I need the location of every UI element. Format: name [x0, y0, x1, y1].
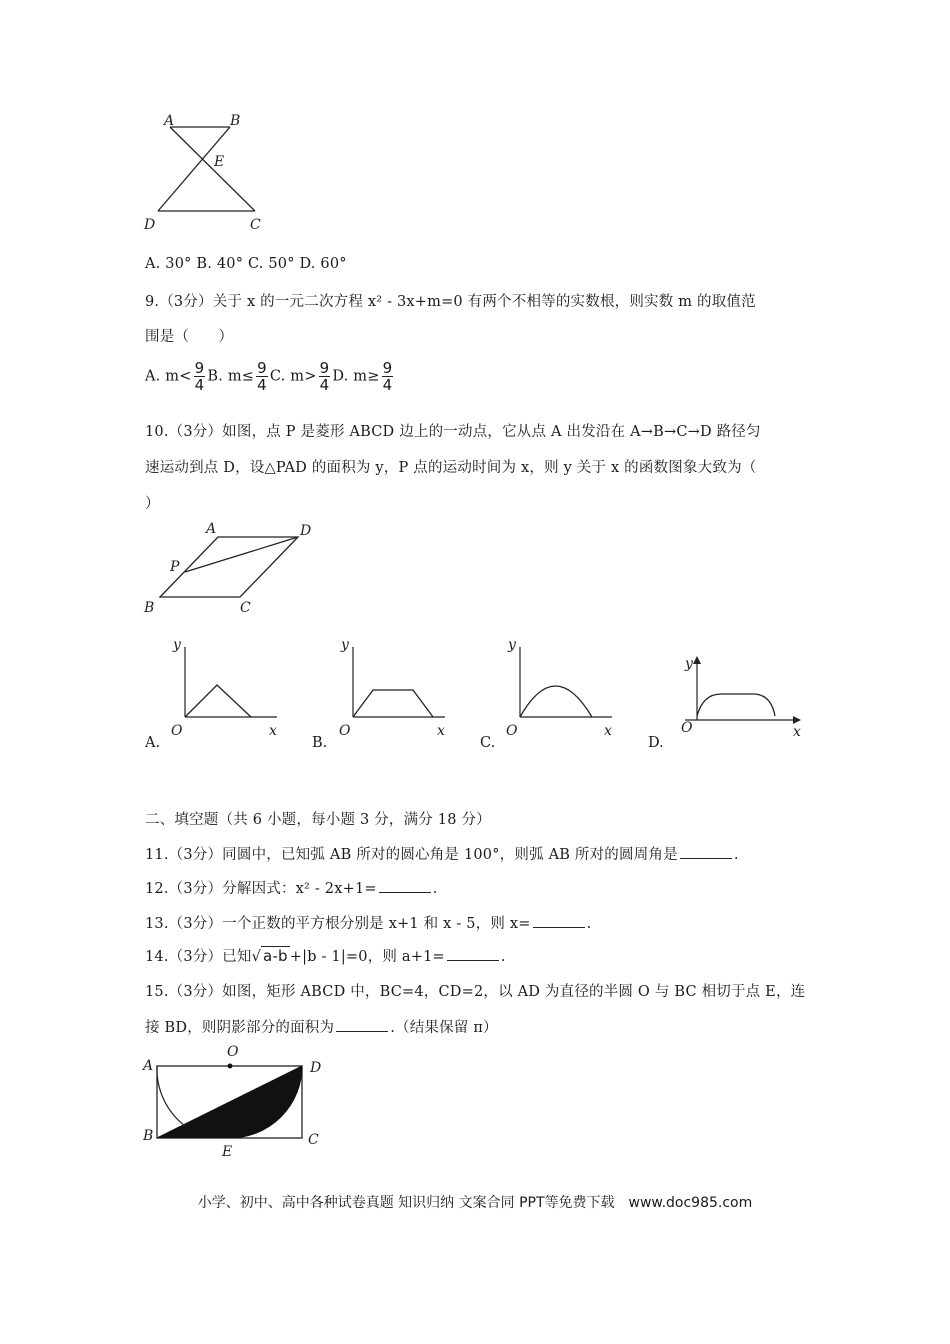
- point-a-label: A: [164, 113, 175, 129]
- point-e-label: E: [222, 1144, 233, 1160]
- graph-option-c-label: C.: [480, 735, 496, 751]
- point-d-label: D: [300, 523, 312, 539]
- answer-blank[interactable]: [379, 880, 431, 893]
- q9-line1: 9.（3分）关于 x 的一元二次方程 x² - 3x+m=0 有两个不相等的实数根，则实数 m 的取值范: [145, 294, 756, 310]
- graph-option-c: [500, 635, 625, 745]
- graph-option-b: [333, 635, 458, 745]
- q9-option-c: C. m>: [269, 368, 317, 385]
- answer-blank[interactable]: [447, 948, 499, 961]
- point-a-label: A: [143, 1058, 154, 1074]
- axis-y-label: y: [341, 637, 349, 653]
- graph-option-d: [675, 652, 815, 752]
- origin-label: O: [506, 723, 518, 739]
- q10-line2: 速运动到点 D，设△PAD 的面积为 y，P 点的运动时间为 x，则 y 关于 x 的函数图象大致为（: [145, 460, 757, 476]
- q10-line3: ）: [145, 496, 160, 512]
- section-heading: 二、填空题（共 6 小题，每小题 3 分，满分 18 分）: [145, 812, 491, 828]
- axis-x-label: x: [793, 724, 801, 740]
- answer-blank[interactable]: [680, 846, 732, 859]
- point-a-label: A: [206, 521, 217, 537]
- point-c-label: C: [308, 1132, 319, 1148]
- q15-line1: 15.（3分）如图，矩形 ABCD 中，BC=4，CD=2，以 AD 为直径的半圆 O 与 BC 相切于点 E，连: [145, 984, 806, 1000]
- point-b-label: B: [144, 600, 155, 615]
- point-e-label: E: [214, 154, 225, 170]
- q11: 11.（3分）同圆中，已知弧 AB 所对的圆心角是 100°，则弧 AB 所对的圆周角是 .: [145, 847, 739, 863]
- axis-y-label: y: [685, 656, 693, 672]
- q9-option-d: D. m≥: [332, 368, 380, 385]
- q9-option-b: B. m≤: [207, 368, 255, 385]
- q10-rhombus-figure: [140, 515, 330, 615]
- answer-blank[interactable]: [336, 1019, 388, 1032]
- point-o-label: O: [227, 1044, 239, 1060]
- answer-blank[interactable]: [533, 915, 585, 928]
- fraction: $\frac{9}{4}$: [194, 359, 205, 394]
- axis-y-label: y: [173, 637, 181, 653]
- q8-options: A. 30° B. 40° C. 50° D. 60°: [145, 256, 347, 272]
- square-root: √ a-b: [251, 947, 288, 965]
- point-d-label: D: [310, 1060, 322, 1076]
- origin-label: O: [339, 723, 351, 739]
- fraction: $\frac{9}{4}$: [382, 359, 393, 394]
- q9-option-a: A. m<: [145, 368, 192, 385]
- q15-line2: 接 BD，则阴影部分的面积为 .（结果保留 π）: [145, 1020, 498, 1036]
- origin-label: O: [681, 720, 693, 736]
- fraction: $\frac{9}{4}$: [319, 359, 330, 394]
- fraction: $\frac{9}{4}$: [257, 359, 267, 394]
- q8-figure: [140, 110, 270, 240]
- point-b-label: B: [143, 1128, 154, 1144]
- origin-label: O: [171, 723, 183, 739]
- point-c-label: C: [250, 217, 261, 233]
- q9-line2: 围是（ ）: [145, 329, 234, 345]
- axis-x-label: x: [437, 723, 445, 739]
- axis-y-label: y: [508, 637, 516, 653]
- point-b-label: B: [230, 113, 241, 129]
- point-d-label: D: [144, 217, 156, 233]
- axis-x-label: x: [604, 723, 612, 739]
- graph-option-a: [165, 635, 290, 745]
- q9-options: [145, 360, 395, 393]
- axis-x-label: x: [269, 723, 277, 739]
- graph-option-d-label: D.: [648, 735, 664, 751]
- q14: 14.（3分）已知√ a-b +|b - 1|=0，则 a+1= .: [145, 947, 506, 965]
- q10-line1: 10.（3分）如图，点 P 是菱形 ABCD 边上的一动点，它从点 A 出发沿在 A→B→C→D 路径匀: [145, 424, 761, 440]
- point-p-label: P: [170, 559, 180, 575]
- q15-rectangle-figure: [140, 1040, 340, 1165]
- q12: 12.（3分）分解因式：x² - 2x+1= .: [145, 881, 438, 897]
- q13: 13.（3分）一个正数的平方根分别是 x+1 和 x - 5，则 x= .: [145, 916, 592, 932]
- page-footer: 小学、初中、高中各种试卷真题 知识归纳 文案合同 PPT等免费下载 www.doc985.com: [197, 1195, 753, 1211]
- point-c-label: C: [240, 600, 251, 615]
- graph-option-b-label: B.: [312, 735, 328, 751]
- graph-option-a-label: A.: [145, 735, 161, 751]
